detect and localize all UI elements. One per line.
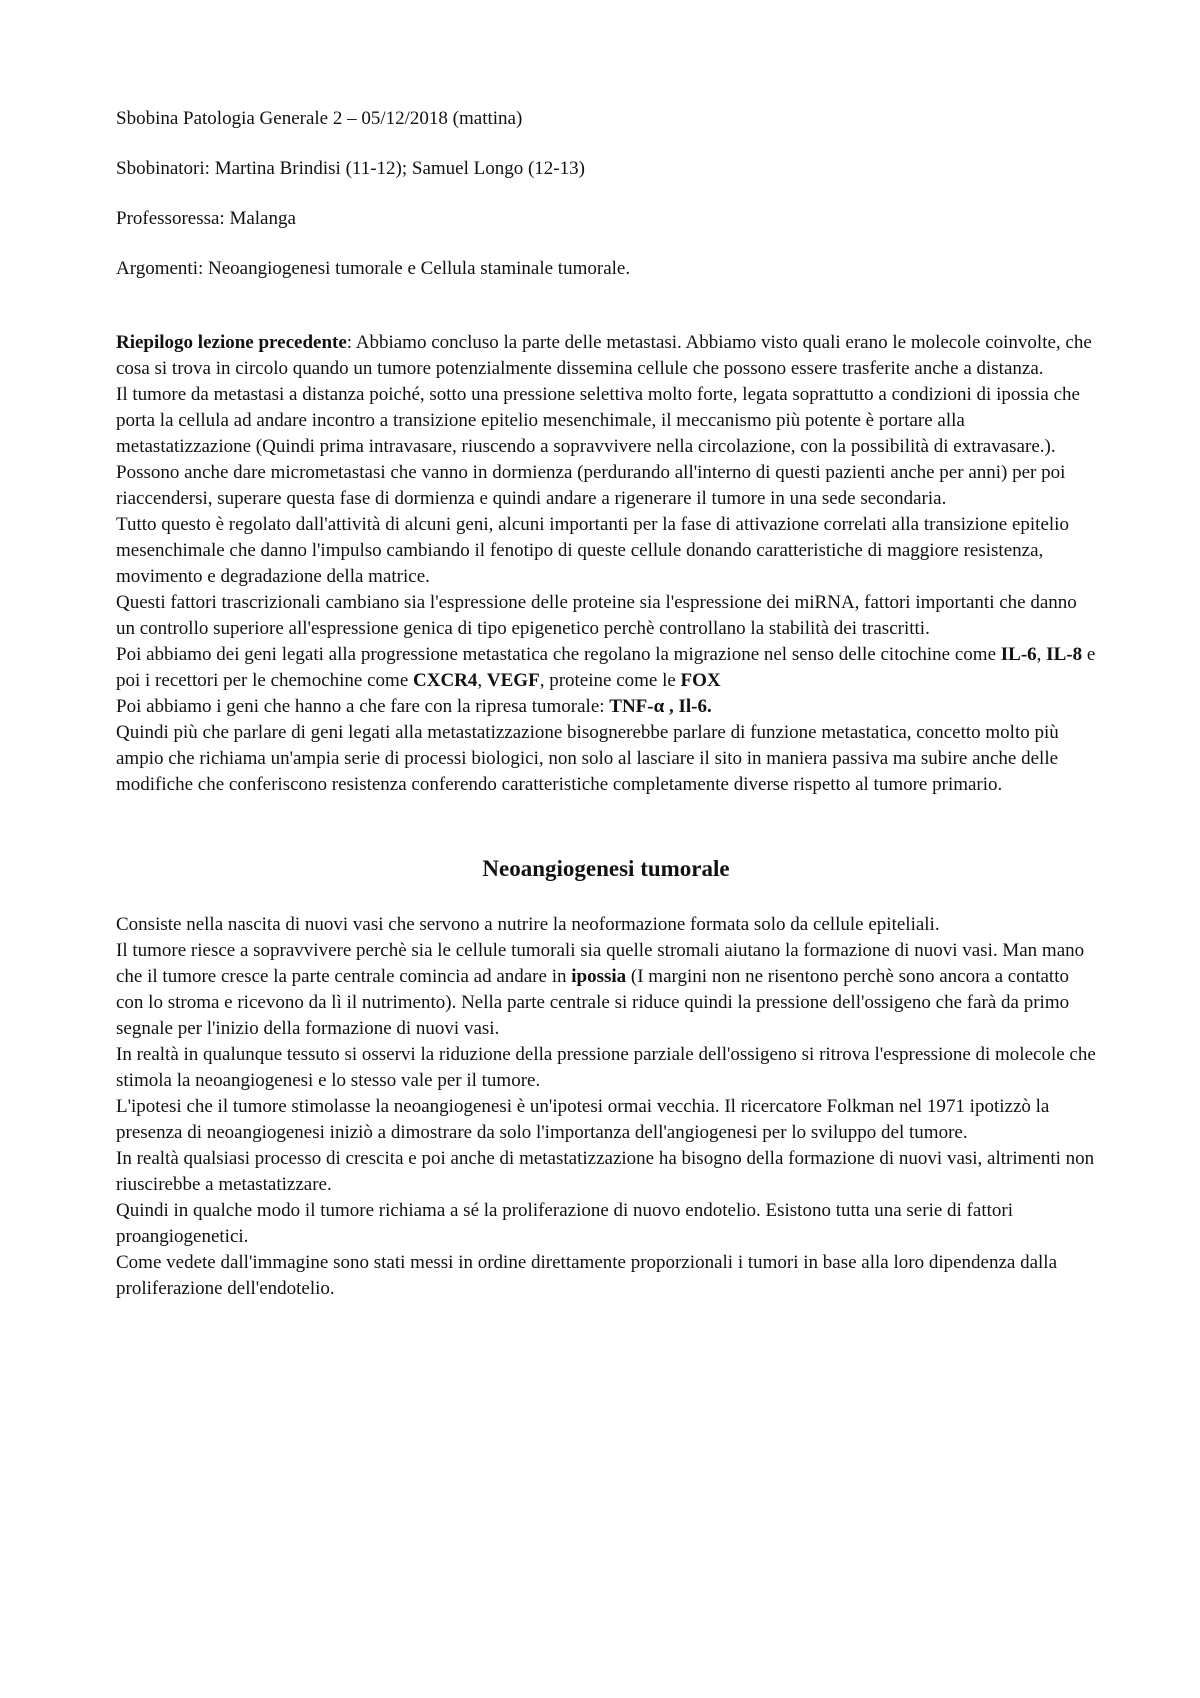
text-run: e poi i recettori per le chemochine come	[116, 644, 1096, 691]
document-body	[116, 106, 1096, 1302]
bold-term: CXCR4	[413, 670, 478, 691]
section-heading: Neoangiogenesi tumorale	[482, 856, 730, 881]
recap-paragraph-2: Il tumore da metastasi a distanza poiché, sotto una pressione selettiva molto forte, legata soprattutto a condizioni di ipossia che porta la cellula ad andare incontro a transizione epitelio mesenchimale, il meccanismo più potente è portare alla metastatizzazione (Quindi prima intravasare, riuscendo a sopravvivere nella circolazione, con la possibilità di extravasare.).	[116, 384, 1080, 457]
text-run: ,	[1036, 644, 1047, 665]
recap-paragraph-3: Possono anche dare micrometastasi che vanno in dormienza (perdurando all'interno di questi pazienti anche per anni) per poi riaccendersi, superare questa fase di dormienza e quindi andare a rigenerare il tumore in una sede secondaria.	[116, 462, 1066, 509]
section-paragraph-5: In realtà qualsiasi processo di crescita e poi anche di metastatizzazione ha bisogno della formazione di nuovi vasi, altrimenti non riuscirebbe a metastatizzare.	[116, 1148, 1095, 1195]
bold-term: IL-8	[1046, 644, 1083, 665]
bold-term: TNF-α , Il-6.	[609, 696, 712, 717]
recap-label: Riepilogo lezione precedente	[116, 332, 347, 353]
text-run: (I margini non ne risentono perchè sono ancora a contatto con lo stroma e ricevono da lì il nutrimento). Nella parte centrale si riduce quindi la pressione dell'ossigeno che farà da primo segnale per l'inizio della formazione di nuovi vasi.	[116, 966, 1070, 1039]
text-run: ,	[477, 670, 487, 691]
text-run: , proteine come le	[539, 670, 681, 691]
section-paragraph-4: L'ipotesi che il tumore stimolasse la neoangiogenesi è un'ipotesi ormai vecchia. Il ricercatore Folkman nel 1971 ipotizzò la presenza di neoangiogenesi iniziò a dimostrare da solo l'importanza dell'angiogenesi per lo sviluppo del tumore.	[116, 1096, 1050, 1143]
recap-paragraph-6	[116, 642, 1096, 694]
authors-line: Sbobinatori: Martina Brindisi (11-12); Samuel Longo (12-13)	[116, 158, 585, 179]
text-run: Poi abbiamo i geni che hanno a che fare con la ripresa tumorale:	[116, 696, 610, 717]
recap-paragraph-4: Tutto questo è regolato dall'attività di alcuni geni, alcuni importanti per la fase di attivazione correlati alla transizione epitelio mesenchimale che danno l'impulso cambiando il fenotipo di queste cellule donando caratteristiche di maggiore resistenza, movimento e degradazione della matrice.	[116, 514, 1069, 587]
professor-line: Professoressa: Malanga	[116, 208, 296, 229]
bold-term: VEGF	[486, 670, 540, 691]
recap-section	[116, 330, 1096, 798]
text-run: Il tumore riesce a sopravvivere perchè sia le cellule tumorali sia quelle stromali aiutano la formazione di nuovi vasi. Man mano che il tumore cresce la parte centrale comincia ad andare in	[116, 940, 1085, 987]
recap-paragraph-5: Questi fattori trascrizionali cambiano sia l'espressione delle proteine sia l'espressione dei miRNA, fattori importanti che danno un controllo superiore all'espressione genica di tipo epigenetico perchè controllano la stabilità dei trascritti.	[116, 592, 1077, 639]
document-title-line: Sbobina Patologia Generale 2 – 05/12/2018 (mattina)	[116, 108, 523, 129]
bold-term: ipossia	[571, 966, 627, 987]
section-paragraph-2	[116, 938, 1096, 1042]
section-paragraph-1: Consiste nella nascita di nuovi vasi che servono a nutrire la neoformazione formata solo da cellule epiteliali.	[116, 914, 940, 935]
text-run: Poi abbiamo dei geni legati alla progressione metastatica che regolano la migrazione nel senso delle citochine come	[116, 644, 1001, 665]
bold-term: FOX	[680, 670, 721, 691]
recap-paragraph-7	[116, 694, 1096, 720]
neoangiogenesis-section	[116, 912, 1096, 1302]
recap-paragraph-8: Quindi più che parlare di geni legati alla metastatizzazione bisognerebbe parlare di funzione metastatica, concetto molto più ampio che richiama un'ampia serie di processi biologici, non solo al lasciare il sito in maniera passiva ma subire anche delle modifiche che conferiscono resistenza conferendo caratteristiche completamente diverse rispetto al tumore primario.	[116, 722, 1059, 795]
bold-term: IL-6	[1000, 644, 1037, 665]
section-paragraph-3: In realtà in qualunque tessuto si osservi la riduzione della pressione parziale dell'ossigeno si ritrova l'espressione di molecole che stimola la neoangiogenesi e lo stesso vale per il tumore.	[116, 1044, 1096, 1091]
recap-paragraph-1	[116, 330, 1096, 382]
topics-line: Argomenti: Neoangiogenesi tumorale e Cellula staminale tumorale.	[116, 258, 631, 279]
recap-paragraph-1-text: : Abbiamo concluso la parte delle metastasi. Abbiamo visto quali erano le molecole coinvolte, che cosa si trova in circolo quando un tumore potenzialmente dissemina cellule che possono essere trasferite anche a distanza.	[116, 332, 1092, 379]
section-paragraph-6: Quindi in qualche modo il tumore richiama a sé la proliferazione di nuovo endotelio. Esistono tutta una serie di fattori proangiogenetici.	[116, 1200, 1013, 1247]
section-paragraph-7: Come vedete dall'immagine sono stati messi in ordine direttamente proporzionali i tumori in base alla loro dipendenza dalla proliferazione dell'endotelio.	[116, 1252, 1058, 1299]
